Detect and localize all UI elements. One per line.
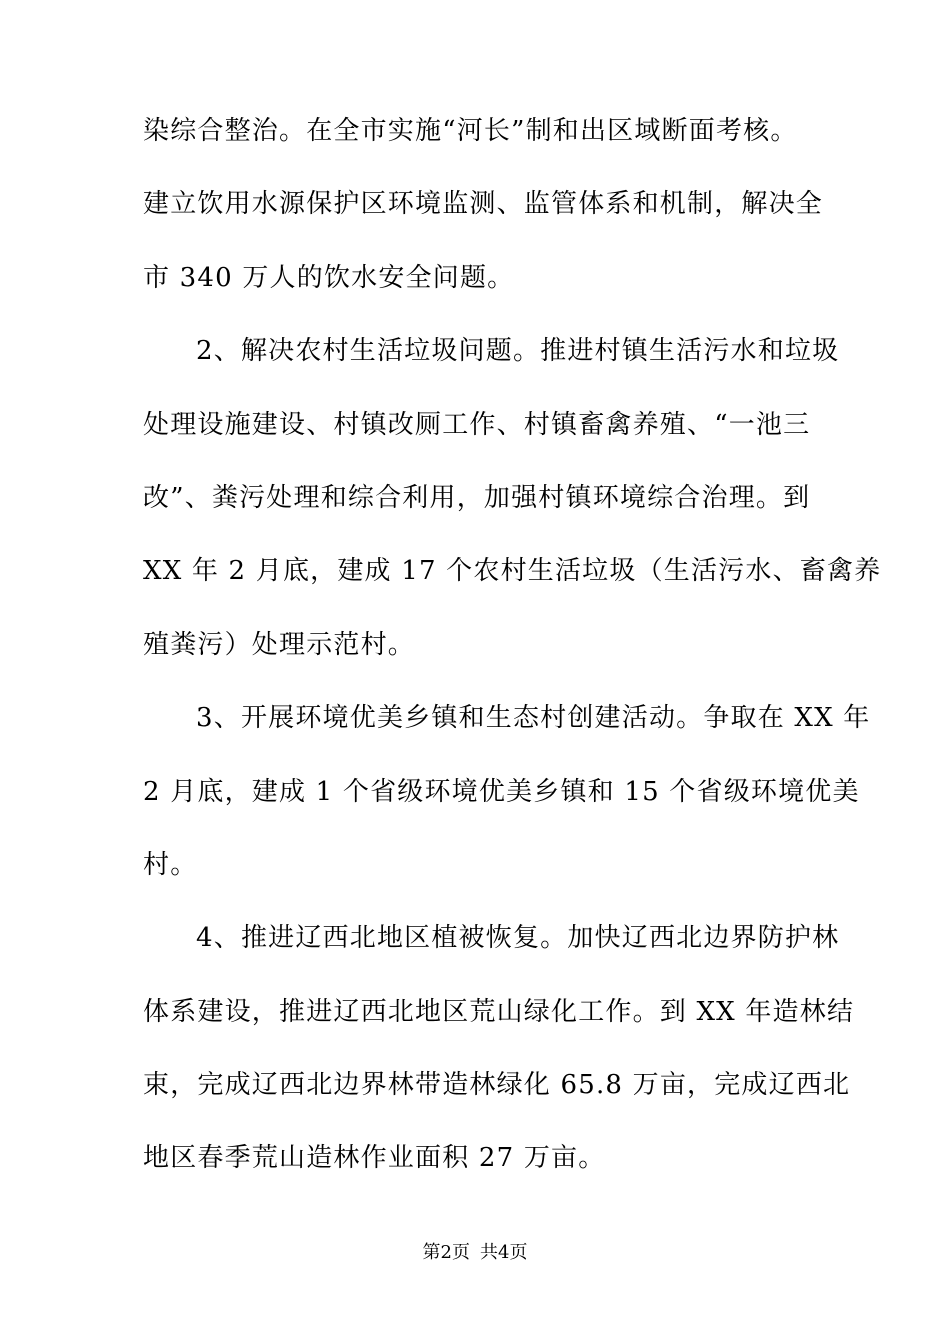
paragraph-start-line: 3、开展环境优美乡镇和生态村创建活动。争取在 XX 年 (196, 703, 871, 734)
page-footer (0, 1241, 950, 1265)
text-line: 2 月底，建成 1 个省级环境优美乡镇和 15 个省级环境优美 (143, 776, 860, 807)
text-line: 染综合整治。在全市实施“河长”制和出区域断面考核。 (143, 116, 798, 146)
paragraph-start-line: 4、推进辽西北地区植被恢复。加快辽西北边界防护林 (196, 923, 840, 954)
text-line: 殖粪污）处理示范村。 (143, 629, 416, 660)
paragraph-start-line: 2、解决农村生活垃圾问题。推进村镇生活污水和垃圾 (196, 336, 840, 367)
text-line: 地区春季荒山造林作业面积 27 万亩。 (143, 1143, 606, 1174)
text-line: 村。 (143, 849, 198, 880)
text-line: XX 年 2 月底，建成 17 个农村生活垃圾（生活污水、畜禽养 (143, 556, 882, 587)
text-line: 体系建设，推进辽西北地区荒山绿化工作。到 XX 年造林结 (143, 996, 855, 1027)
text-line: 处理设施建设、村镇改厕工作、村镇畜禽养殖、“一池三 (143, 409, 811, 440)
page-number-current: 第2页 (422, 1242, 470, 1263)
document-body (143, 113, 882, 1214)
text-line: 建立饮用水源保护区环境监测、监管体系和机制，解决全 (143, 189, 824, 220)
text-line: 改”、粪污处理和综合利用，加强村镇环境综合治理。到 (143, 482, 811, 513)
text-line: 市 340 万人的饮水安全问题。 (143, 262, 515, 293)
text-line: 束，完成辽西北边界林带造林绿化 65.8 万亩，完成辽西北 (143, 1070, 851, 1101)
page-number-total: 共4页 (480, 1242, 528, 1263)
